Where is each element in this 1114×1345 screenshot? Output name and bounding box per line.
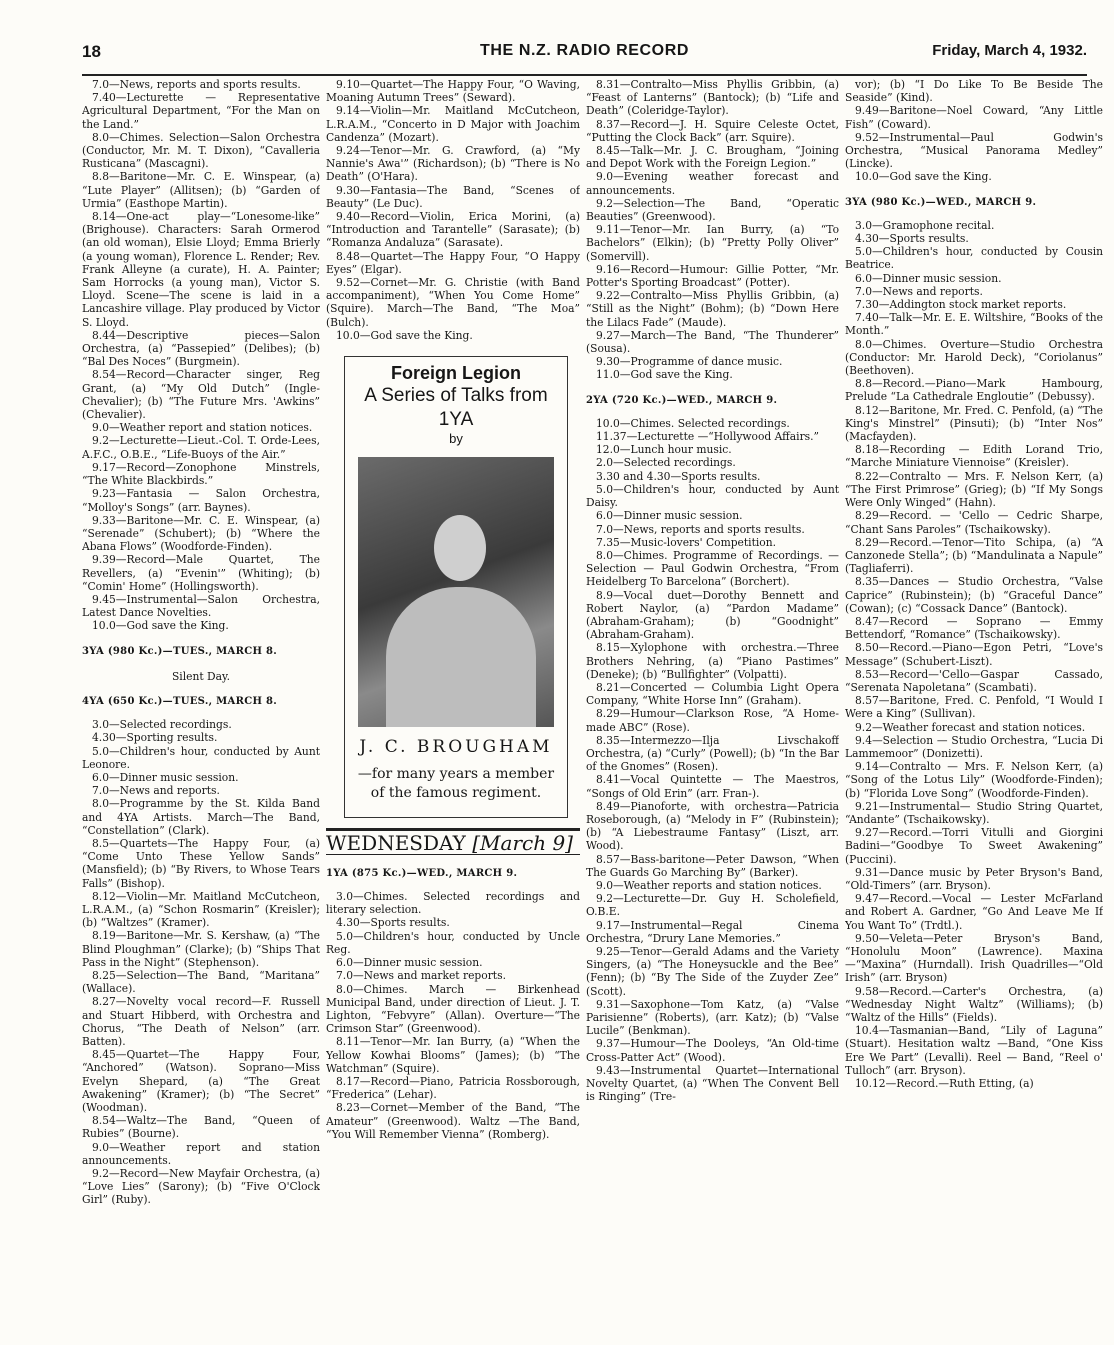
programme-item: 10.4—Tasmanian—Band, “Lily of Laguna” (Stuart). Hesitation waltz —Band, “One Kiss Ere We Part” (Levalli). Reel — Band, “Reel o' Tulloch” (arr. Bryson). [845, 1024, 1103, 1077]
programme-item: 9.39—Record—Male Quartet, The Revellers, (a) “Evenin'” (Whiting); (b) “Comin' Home” (Hollingsworth). [82, 553, 320, 593]
programme-item: 8.35—Intermezzo—Ilja Livschakoff Orchestra, (a) “Curly” (Powell); (b) “In the Bar of the Gnomes” (Rosen). [586, 733, 839, 774]
programme-item: 6.0—Dinner music session. [596, 509, 743, 523]
programme-item: 7.40—Lecturette — Representative Agricultural Department, “For the Man on the Land.” [82, 91, 320, 131]
programme-item: 9.17—Record—Zonophone Minstrels, “The White Blackbirds.” [82, 460, 320, 488]
programme-item: 8.29—Record.—Tenor—Tito Schipa, (a) “A Canzonede Stella”; (b) “Mandulinata a Napule” (Tagliaferri). [845, 535, 1103, 576]
programme-item: 3.0—Gramophone recital. [855, 218, 995, 232]
programme-item: 7.30—Addington stock market reports. [855, 298, 1067, 312]
programme-item: 8.0—Programme by the St. Kilda Band and 4YA Artists. March—The Band, “Constellation” (Clark). [82, 797, 320, 837]
programme-item: 9.2—Lecturette—Lieut.-Col. T. Orde-Lees, A.F.C., O.B.E., “Life-Buoys of the Air.” [82, 434, 320, 461]
programme-item: 7.0—News, reports and sports results. [596, 522, 805, 536]
programme-item: 9.0—Weather report and station announcements. [82, 1140, 320, 1167]
programme-item: 9.14—Violin—Mr. Maitland McCutcheon, L.R.A.M., “Concerto in D Major with Joachim Candenza” (Mozart). [326, 104, 580, 144]
programme-item: 5.0—Children's hour, conducted by Cousin Beatrice. [845, 245, 1103, 272]
portrait-shoulders [386, 587, 536, 727]
programme-item: 8.14—One-act play—“Lonesome-like” (Brighouse). Characters: Sarah Ormerod (an old woman), Elsie Lloyd; Emma Brierly (a young woman), Florence L. Render; Rev. Frank Alleyne (a curate), H. A. Painter; Sam Horrocks (a young man), Victor S. Lloyd. Scene—The scene is laid in a Lancashire village. Play produced by Victor S. Lloyd. [82, 210, 320, 329]
programme-item: 8.15—Xylophone with orchestra.—Three Brothers Nehring, (a) “Piano Pastimes” (Deneke); (b) “Bullfighter” (Volpatti). [586, 641, 839, 681]
programme-item: 4.30—Sports results. [336, 916, 450, 930]
programme-item: 3.0—Chimes. Selected recordings and literary selection. [326, 890, 580, 917]
programme-item: 8.29—Humour—Clarkson Rose, “A Home-made ABC” (Rose). [586, 707, 839, 734]
programme-item: 8.54—Record—Character singer, Reg Grant, (a) “My Old Dutch” (Ingle-Chevalier); (b) “The Future Mrs. 'Awkins” (Chevalier). [82, 368, 320, 422]
programme-item: 9.30—Fantasia—The Band, “Scenes of Beauty” (Le Duc). [326, 183, 580, 210]
programme-item: 9.0—Evening weather forecast and announcements. [586, 170, 839, 197]
programme-item: 9.47—Record.—Vocal — Lester McFarland and Robert A. Gardner, “Go And Leave Me If You Want To” (Trdtl.). [845, 892, 1103, 932]
programme-item: 4.30—Sports results. [855, 232, 969, 246]
programme-item: 9.31—Dance music by Peter Bryson's Band, “Old-Timers” (arr. Bryson). [845, 865, 1103, 892]
programme-item: 8.44—Descriptive pieces—Salon Orchestra, (a) “Passepied” (Delibes); (b) “Bal Des Noces” (Burgmein). [82, 328, 320, 369]
programme-item: 9.22—Contralto—Miss Phyllis Gribbin, (a) “Still as the Night” (Bohm); (b) “Down Here the Lilacs Fade” (Maude). [586, 289, 839, 329]
programme-item: 8.18—Recording — Edith Lorand Trio, “Marche Miniature Viennoise” (Kreisler). [845, 443, 1103, 470]
column-3 [586, 78, 839, 1340]
programme-item: 9.23—Fantasia — Salon Orchestra, “Molloy's Songs” (arr. Baynes). [82, 487, 320, 514]
day-name: WEDNESDAY [326, 830, 466, 855]
programme-item: 9.37—Humour—The Dooleys, “An Old-time Cross-Patter Act” (Wood). [586, 1037, 839, 1064]
programme-item: 8.48—Quartet—The Happy Four, “O Happy Eyes” (Elgar). [326, 249, 580, 276]
programme-item: vor); (b) “I Do Like To Be Beside The Seaside” (Kind). [845, 78, 1103, 105]
programme-item: 8.37—Record—J. H. Squire Celeste Octet, “Putting the Clock Back” (arr. Squire). [586, 117, 839, 144]
programme-item: 8.19—Baritone—Mr. S. Kershaw, (a) “The Blind Ploughman” (Clarke); (b) “Ships That Pass in the Night” (Stephenson). [82, 929, 320, 969]
programme-item: 5.0—Children's hour, conducted by Uncle Reg. [326, 929, 580, 956]
programme-item: 8.50—Record.—Piano—Egon Petri, “Love's Message” (Schubert-Liszt). [845, 641, 1103, 668]
programme-item: 9.52—Instrumental—Paul Godwin's Orchestra, “Musical Panorama Medley” (Lincke). [845, 130, 1103, 171]
programme-item: 8.23—Cornet—Member of the Band, “The Amateur” (Greenwood). Waltz —The Band, “You Will Remember Vienna” (Romberg). [326, 1101, 580, 1141]
portrait-face [434, 515, 486, 581]
programme-item: 8.25—Selection—The Band, “Maritana” (Wallace). [82, 969, 320, 996]
programme-item: 9.27—Record.—Torri Vitulli and Giorgini Badini—“Goodbye To Sweet Awakening” (Puccini). [845, 826, 1103, 866]
programme-item: 8.12—Violin—Mr. Maitland McCutcheon, L.R.A.M., (a) “Schon Rosmarin” (Kreisler); (b) “Waltzes” (Kramer). [82, 889, 320, 930]
column-4 [845, 78, 1103, 1340]
programme-item: 9.2—Record—New Mayfair Orchestra, (a) “Love Lies” (Sarony); (b) “Five O'Clock Girl” (Ruby). [82, 1167, 320, 1207]
programme-item: 9.16—Record—Humour: Gillie Potter, “Mr. Potter's Sporting Broadcast” (Potter). [586, 262, 839, 290]
programme-item: 9.25—Tenor—Gerald Adams and the Variety Singers, (a) “The Honeysuckle and the Bee” (Fenn); (b) “By The Side of the Zuyder Zee” (Scott). [586, 945, 839, 998]
column-1 [82, 78, 320, 1340]
foreign-legion-advertisement [344, 356, 568, 818]
page-number: 18 [82, 42, 101, 61]
programme-item: 10.0—Chimes. Selected recordings. [596, 416, 790, 430]
programme-item: 7.0—News and market reports. [336, 969, 506, 983]
programme-item: 8.0—Chimes. Programme of Recordings. — Selection — Paul Godwin Orchestra, “From Heidelberg To Barcelona” (Borchert). [586, 548, 839, 589]
programme-item: 9.31—Saxophone—Tom Katz, (a) “Valse Parisienne” (Roberts), (arr. Katz); (b) “Valse Lucile” (Benkman). [586, 997, 839, 1038]
programme-item: 9.49—Baritone—Noel Coward, “Any Little Fish” (Coward). [845, 104, 1103, 131]
ad-series-text: A Series of Talks from [364, 385, 548, 407]
programme-item: 9.43—Instrumental Quartet—International Novelty Quartet, (a) “When The Convent Bell is Ringing” (Tre- [586, 1063, 839, 1104]
programme-item: 8.8—Record.—Piano—Mark Hambourg, Prelude “La Cathedrale Engloutie” (Debussy). [845, 377, 1103, 404]
programme-item: 9.40—Record—Violin, Erica Morini, (a) “Introduction and Tarantelle” (Sarasate); (b) “Romanza Andaluza” (Sarasate). [326, 210, 580, 250]
programme-item: 9.45—Instrumental—Salon Orchestra, Latest Dance Novelties. [82, 592, 320, 620]
programme-item: 9.27—March—The Band, “The Thunderer” (Sousa). [586, 328, 839, 356]
programme-item: 9.50—Veleta—Peter Bryson's Band, “Honolulu Moon” (Lawrence). Maxina—“Maxina” (Hurndall). Irish Quadrilles—“Old Irish” (arr. Bryson) [845, 931, 1103, 985]
programme-item: 10.0—God save the King. [92, 619, 229, 633]
programme-item: 6.0—Dinner music session. [92, 770, 239, 784]
programme-item: 8.49—Pianoforte, with orchestra—Patricia Roseborough, (a) “Melody in F” (Rubinstein); (b) “A Liebestraume Fantasy” (Liszt, arr. Wood). [586, 799, 839, 853]
programme-item: 12.0—Lunch hour music. [596, 443, 732, 457]
page-header [82, 40, 1087, 76]
ad-station: 1YA [438, 409, 474, 431]
programme-item: 9.2—Lecturette—Dr. Guy H. Scholefield, O.B.E. [586, 892, 839, 919]
programme-item: 8.31—Contralto—Miss Phyllis Gribbin, (a) “Feast of Lanterns” (Bantock); (b) “Life and Death” (Coleridge-Taylor). [586, 78, 839, 118]
station-heading: 3YA (980 Kc.)—WED., MARCH 9. [845, 196, 1037, 208]
programme-item: 3.30 and 4.30—Sports results. [596, 469, 761, 483]
station-heading: 1YA (875 Kc.)—WED., MARCH 9. [326, 867, 518, 879]
programme-item: 8.27—Novelty vocal record—F. Russell and Stuart Hibberd, with Orchestra and Chorus, “The Death of Nelson” (arr. Batten). [82, 995, 320, 1049]
programme-item: 7.0—News and reports. [855, 284, 983, 298]
programme-item: 10.0—God save the King. [336, 328, 473, 342]
programme-item: 9.4—Selection — Studio Orchestra, “Lucia Di Lammemoor” (Donizetti). [845, 733, 1103, 760]
programme-item: 8.45—Talk—Mr. J. C. Brougham, “Joining and Depot Work with the Foreign Legion.” [586, 144, 839, 171]
programme-item: 10.0—God save the King. [855, 170, 992, 184]
programme-item: 7.35—Music-lovers' Competition. [596, 535, 777, 549]
portrait-photo [358, 457, 554, 727]
programme-item: 8.17—Record—Piano, Patricia Rossborough, “Frederica” (Lehar). [326, 1074, 580, 1102]
programme-item: 8.35—Dances — Studio Orchestra, “Valse Caprice” (Rubinstein); (b) “Graceful Dance” (Cowan); (c) “Cossack Dance” (Bantock). [845, 575, 1103, 615]
programme-item: 8.47—Record — Soprano — Emmy Bettendorf, “Romance” (Tschaikowsky). [845, 614, 1103, 642]
programme-item: 9.2—Selection—The Band, “Operatic Beauties” (Greenwood). [586, 196, 839, 224]
column-2 [326, 78, 580, 1340]
programme-item: 9.58—Record.—Carter's Orchestra, (a) “Wednesday Night Waltz” (Williams); (b) “Waltz of the Hills” (Fields). [845, 984, 1103, 1025]
programme-item: 8.22—Contralto — Mrs. F. Nelson Kerr, (a) “The First Primrose” (Grieg); (b) “If My Songs Were Only Winged” (Hahn). [845, 469, 1103, 510]
ad-caption: —for many years a member of the famous regiment. [357, 765, 555, 801]
programme-item: 9.24—Tenor—Mr. G. Crawford, (a) “My Nannie's Awa'” (Richardson); (b) “There is No Death” (O'Hara). [326, 144, 580, 184]
programme-item: 11.37—Lecturette —“Hollywood Affairs.” [596, 430, 820, 444]
issue-date: Friday, March 4, 1932. [932, 42, 1087, 59]
programme-item: 8.9—Vocal duet—Dorothy Bennett and Robert Naylor, (a) “Pardon Madame” (Abraham-Graham); (b) “Goodnight” (Abraham-Graham). [586, 588, 839, 642]
silent-day-note: Silent Day. [171, 669, 230, 683]
programme-item: 8.0—Chimes. Selection—Salon Orchestra (Conductor, Mr. M. T. Dixon), “Cavalleria Rusticana” (Mascagni). [82, 130, 320, 171]
programme-item: 8.21—Concerted — Columbia Light Opera Company, “White Horse Inn” (Graham). [586, 680, 839, 708]
programme-item: 7.0—News and reports. [92, 784, 220, 798]
programme-item: 8.8—Baritone—Mr. C. E. Winspear, (a) “Lute Player” (Allitsen); (b) “Garden of Urmia” (Easthope Martin). [82, 170, 320, 210]
programme-item: 9.10—Quartet—The Happy Four, “O Waving, Moaning Autumn Trees” (Seward). [326, 78, 580, 105]
programme-item: 9.52—Cornet—Mr. G. Christie (with Band accompaniment), “When You Come Home” (Squire). March—The Band, “The Moa” (Bulch). [326, 276, 580, 329]
programme-item: 9.33—Baritone—Mr. C. E. Winspear, (a) “Serenade” (Schubert); (b) “Where the Abana Flows” (Woodforde-Finden). [82, 513, 320, 554]
ad-speaker-name: J. C. BROUGHAM [359, 737, 553, 758]
programme-item: 11.0—God save the King. [596, 368, 733, 382]
programme-item: 9.0—Weather reports and station notices. [596, 878, 822, 892]
programme-item: 9.14—Contralto — Mrs. F. Nelson Kerr, (a) “Song of the Lotus Lily” (Woodforde-Finden); (b) “Florida Love Song” (Woodforde-Finden). [845, 760, 1103, 800]
programme-item: 8.57—Baritone, Fred. C. Penfold, “I Would I Were a King” (Sullivan). [845, 694, 1103, 721]
programme-item: 2.0—Selected recordings. [596, 456, 736, 470]
day-date: [March 9] [472, 830, 573, 855]
programme-item: 8.41—Vocal Quintette — The Maestros, “Songs of Old Erin” (arr. Fran-). [586, 773, 839, 800]
day-heading [326, 828, 580, 855]
ad-by: by [449, 431, 463, 447]
programme-item: 8.12—Baritone, Mr. Fred. C. Penfold, (a) “The King's Minstrel” (Pinsuti); (b) “Inter Nos” (Macfayden). [845, 403, 1103, 444]
programme-item: 5.0—Children's hour, conducted by Aunt Leonore. [82, 744, 320, 771]
programme-item: 4.30—Sporting results. [92, 731, 218, 745]
programme-item: 8.0—Chimes. Overture—Studio Orchestra (Conductor: Mr. Harold Deck), “Coriolanus” (Beethoven). [845, 337, 1103, 378]
ad-title: Foreign Legion [391, 363, 521, 384]
programme-item: 9.11—Tenor—Mr. Ian Burry, (a) “To Bachelors” (Elkin); (b) “Pretty Polly Oliver” (Somervill). [586, 223, 839, 263]
programme-item: 5.0—Children's hour, conducted by Aunt Daisy. [586, 482, 839, 510]
programme-item: 6.0—Dinner music session. [336, 956, 483, 970]
programme-item: 8.53—Record—'Cello—Gaspar Cassado, “Serenata Napoletana” (Scambati). [845, 667, 1103, 694]
programme-item: 8.11—Tenor—Mr. Ian Burry, (a) “When the Yellow Kowhai Blooms” (James); (b) “The Watchman” (Squire). [326, 1035, 580, 1075]
programme-item: 6.0—Dinner music session. [855, 271, 1002, 285]
programme-item: 9.21—Instrumental— Studio String Quartet, “Andante” (Tschaikowsky). [845, 799, 1103, 826]
programme-item: 8.57—Bass-baritone—Peter Dawson, “When The Guards Go Marching By” (Barker). [586, 852, 839, 879]
programme-item: 8.29—Record. — 'Cello — Cedric Sharpe, “Chant Sans Paroles” (Tschaikowsky). [845, 509, 1103, 536]
station-heading: 3YA (980 Kc.)—TUES., MARCH 8. [82, 645, 278, 657]
programme-item: 8.5—Quartets—The Happy Four, (a) “Come Unto These Yellow Sands” (Mansfield); (b) “By Rivers, to Whose Tears Falls” (Bishop). [82, 836, 320, 890]
station-heading: 2YA (720 Kc.)—WED., MARCH 9. [586, 394, 778, 406]
masthead: THE N.Z. RADIO RECORD [479, 42, 690, 59]
programme-item: 9.0—Weather report and station notices. [92, 421, 313, 435]
programme-item: 3.0—Selected recordings. [92, 718, 232, 732]
programme-item: 9.2—Weather forecast and station notices. [855, 720, 1086, 734]
programme-item: 8.54—Waltz—The Band, “Queen of Rubies” (Bourne). [82, 1114, 320, 1141]
programme-item: 8.0—Chimes. March — Birkenhead Municipal Band, under direction of Lieut. J. T. Lighton, “Febvyre” (Allan). Overture—“The Crimson Star” (Greenwood). [326, 982, 580, 1036]
programme-item: 8.45—Quartet—The Happy Four, “Anchored” (Watson). Soprano—Miss Evelyn Shepard, (a) “The Great Awakening” (Kramer); (b) “The Secret” (Woodman). [82, 1048, 320, 1115]
programme-item: 7.40—Talk—Mr. E. E. Wiltshire, “Books of the Month.” [845, 311, 1103, 338]
programme-item: 10.12—Record.—Ruth Etting, (a) [855, 1077, 1034, 1091]
programme-item: 7.0—News, reports and sports results. [92, 78, 301, 91]
station-heading: 4YA (650 Kc.)—TUES., MARCH 8. [82, 695, 278, 707]
programme-item: 9.30—Programme of dance music. [596, 355, 783, 369]
programme-item: 9.17—Instrumental—Regal Cinema Orchestra, “Drury Lane Memories.” [586, 918, 839, 945]
